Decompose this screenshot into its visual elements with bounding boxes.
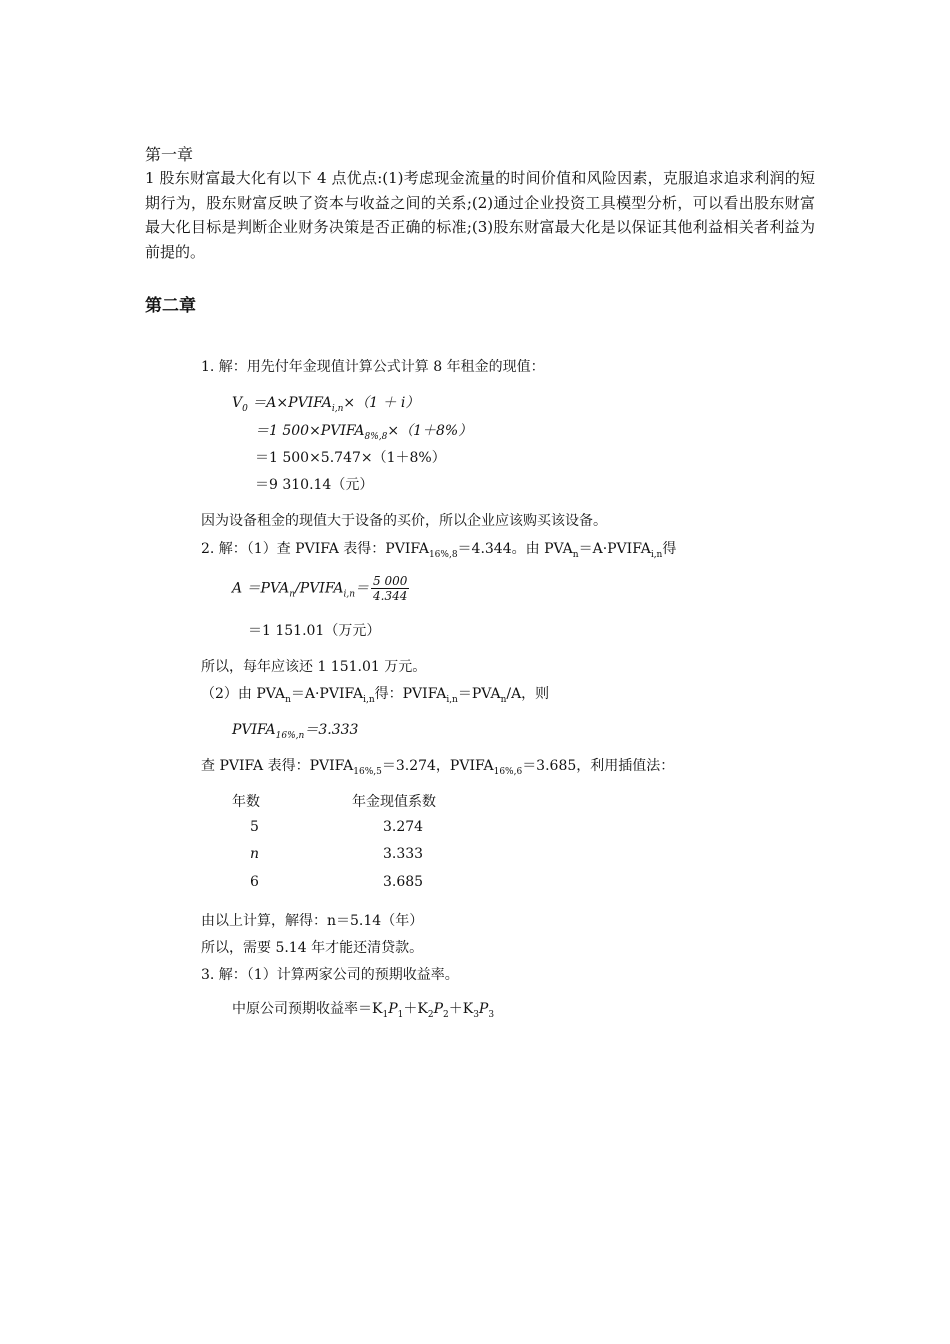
table-header-coef: 年金现值系数 bbox=[352, 794, 436, 810]
q2-formula-a: $A =PVA_n/PVIFA_{i,n}=$ $\frac{5 000}{4.344}$ bbox=[232, 574, 408, 603]
table-row: 6 bbox=[250, 874, 259, 890]
table-cell: 3.274 bbox=[383, 819, 424, 835]
chapter2-title: 第二章 bbox=[145, 296, 196, 316]
q2-lookup: 查 PVIFA 表得：$PVIFA_{16\%,5}=3.274$，$PVIFA_{16\%,6}=3.685$，利用插值法： bbox=[201, 758, 675, 777]
q1-formula-line3: ＝1 500×5.747×（1＋8%） bbox=[255, 450, 446, 466]
q2-part2-line2: $PVIFA_{16\%,n}=3.333$ bbox=[232, 722, 359, 741]
table-cell: 3.333 bbox=[383, 846, 424, 862]
q2-conclusion-a: 所以，每年应该还 1 151.01 万元。 bbox=[201, 659, 427, 675]
q1-formula-line2: ＝1 $500\times PVIFA_{8\%,8}\times(1+8\%)$ bbox=[255, 423, 473, 442]
q1-intro: 1. 解：用先付年金现值计算公式计算 8 年租金的现值： bbox=[201, 359, 545, 375]
q2-result: ＝1 151.01（万元） bbox=[248, 623, 381, 639]
q2-conclusion-b: 所以，需要 5.14 年才能还清贷款。 bbox=[201, 940, 424, 956]
table-row: 5 bbox=[250, 819, 259, 835]
q2-solve: 由以上计算，解得：n＝5.14（年） bbox=[201, 913, 424, 929]
table-cell: 3.685 bbox=[383, 874, 424, 890]
chapter1-title: 第一章 bbox=[145, 145, 194, 164]
q3-intro: 3. 解：（1）计算两家公司的预期收益率。 bbox=[201, 967, 459, 983]
chapter1-body: 1 股东财富最大化有以下 4 点优点:(1)考虑现金流量的时间价值和风险因素，克服追求追求利润的短期行为，股东财富反映了资本与收益之间的关系;(2)通过企业投资工具模型分析，可以看出股东财富最大化目标是判断企业财务决策是否正确的标准;(3)股东财富最大化是以保证其他利益相关者利益为前提的。 bbox=[145, 169, 815, 261]
table-row: n bbox=[250, 846, 260, 862]
q1-conclusion: 因为设备租金的现值大于设备的买价，所以企业应该购买该设备。 bbox=[201, 513, 607, 529]
q1-formula-line1: $V_0$ $=A\times PVIFA_{i,n}\times(1 + i)$ bbox=[232, 395, 420, 414]
fraction: $\frac{5 000}{4.344}$ bbox=[373, 574, 408, 603]
q1-formula-line4: ＝9 310.14（元） bbox=[255, 477, 374, 493]
table-header-years: 年数 bbox=[232, 794, 260, 810]
q2-line1: 2. 解：（1）查 PVIFA 表得：$PVIFA_{16\%,8}=4.344$。由 $PVA_n=A\cdot PVIFA_{i,n}$得 bbox=[201, 541, 677, 560]
q2-part2-line1: （2）由 $PVA_n=A\cdot PVIFA_{i,n}$得：$PVIFA_{i,n}=PVA_n/A$，则 bbox=[201, 686, 550, 705]
q3-formula: 中原公司预期收益率$=K_1P_1+K_2P_2+K_3P_3$ bbox=[232, 1001, 495, 1020]
